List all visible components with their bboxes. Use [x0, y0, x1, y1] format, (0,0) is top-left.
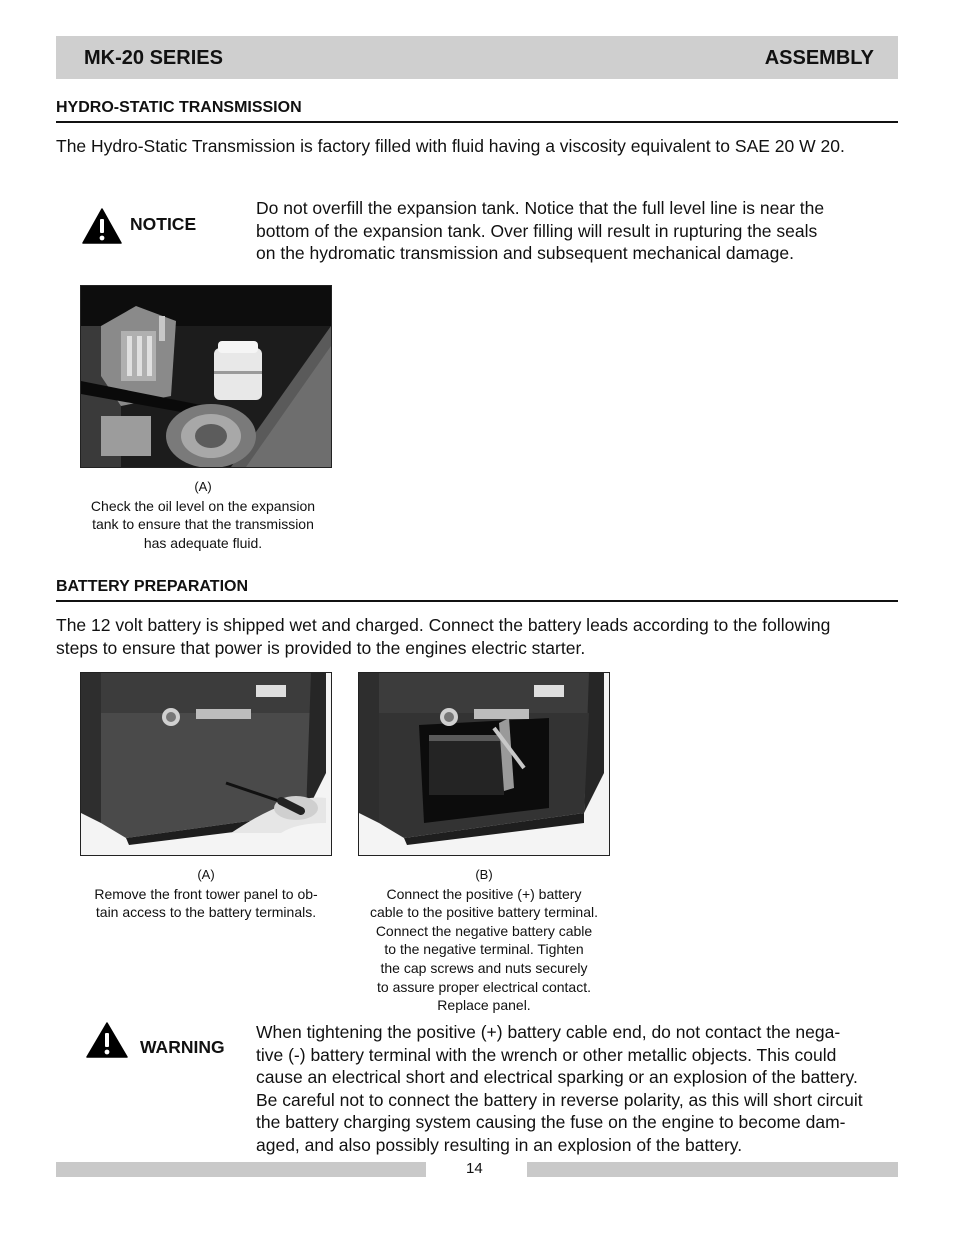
warning-triangle-icon: [86, 1022, 128, 1058]
warning-label: WARNING: [140, 1037, 225, 1057]
footer-bar-right: [527, 1162, 898, 1177]
caption-id: (A): [194, 479, 212, 494]
hydro-title-rule: [56, 121, 898, 123]
warning-line: When tightening the positive (+) battery cable end, do not contact the nega-: [256, 1022, 841, 1042]
tower-panel-photo: [80, 672, 332, 856]
battery-photo: [358, 672, 610, 856]
hydro-section-title: HYDRO-STATIC TRANSMISSION: [56, 99, 302, 116]
expansion-tank-photo: [80, 285, 332, 468]
warning-line: tive (-) battery terminal with the wrench or other metallic objects. This could: [256, 1044, 837, 1065]
expansion-tank-caption: [60, 478, 346, 552]
caption-id: (B): [475, 867, 493, 882]
battery-intro-line: steps to ensure that power is provided to the engines electric starter.: [56, 637, 586, 658]
caption-line: the cap screws and nuts securely: [380, 959, 588, 976]
warning-line: cause an electrical short and electrical sparking or an explosion of the battery.: [256, 1067, 858, 1087]
caption-line: tain access to the battery terminals.: [95, 904, 317, 921]
page-number: 14: [466, 1160, 483, 1177]
battery-section-title: BATTERY PREPARATION: [56, 578, 249, 595]
battery-title-rule: [56, 600, 898, 602]
caption-line: cable to the positive battery terminal.: [369, 904, 598, 921]
battery-intro: [56, 614, 898, 659]
notice-line: bottom of the expansion tank. Over filling will result in rupturing the seals: [256, 220, 818, 241]
caption-line: Replace panel.: [437, 997, 531, 1014]
battery-caption: [344, 866, 624, 1015]
header-series: MK-20 SERIES: [84, 47, 223, 69]
caption-id: (A): [197, 867, 215, 882]
caption-line: Remove the front tower panel to ob-: [94, 885, 318, 902]
header-section: ASSEMBLY: [764, 47, 874, 69]
caption-line: tank to ensure that the transmission: [92, 516, 314, 533]
caption-line: Connect the negative battery cable: [375, 922, 593, 939]
caption-line: to assure proper electrical contact.: [377, 978, 591, 995]
notice-line: on the hydromatic transmission and subsequent mechanical damage.: [256, 243, 794, 263]
warning-line: aged, and also possibly resulting in an explosion of the battery.: [256, 1134, 743, 1155]
caption-line: to the negative terminal. Tighten: [384, 941, 584, 958]
tower-panel-caption: [70, 866, 342, 922]
notice-text: [256, 197, 896, 265]
warning-line: the battery charging system causing the fuse on the engine to become dam-: [256, 1112, 846, 1132]
notice-line: Do not overfill the expansion tank. Notice that the full level line is near the: [256, 198, 825, 218]
warning-line: Be careful not to connect the battery in reverse polarity, as this will short circuit: [256, 1089, 863, 1110]
caption-line: has adequate fluid.: [143, 534, 263, 551]
footer-bar-left: [56, 1162, 426, 1177]
warning-text: [256, 1021, 946, 1156]
hydro-intro: The Hydro-Static Transmission is factory filled with fluid having a viscosity equivalent to SAE 20 W 20.: [56, 136, 845, 156]
caption-line: Check the oil level on the expansion: [90, 497, 316, 514]
caption-line: Connect the positive (+) battery: [386, 885, 582, 902]
battery-intro-line: The 12 volt battery is shipped wet and charged. Connect the battery leads according to the following: [56, 615, 831, 635]
warning-triangle-icon: [82, 208, 122, 244]
notice-label: NOTICE: [130, 214, 197, 234]
